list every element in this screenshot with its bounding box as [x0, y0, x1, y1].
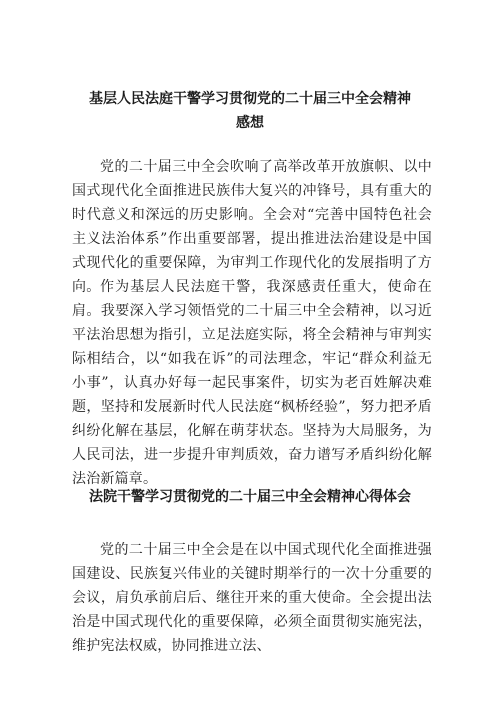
- body-paragraph-3: 党的二十届三中全会是在以中国式现代化全面推进强国建设、民族复兴伟业的关键时期举行的一次十分重要的会议，肩负承前启后、继往开来的重大使命。全会提出法治是中国式现代化的重要保障，必须全面贯彻实施宪法，维护宪法权威，协同推进立法、: [72, 542, 432, 654]
- body-paragraph-1: 党的二十届三中全会吹响了高举改革开放旗帜、以中国式现代化全面推进民族伟大复兴的冲锋号，具有重大的时代意义和深远的历史影响。全会对“完善中国特色社会主义法治体系”作出重要部署，提出推进法治建设是中国式现代化的重要保障，为审判工作现代化的发展指明了方向。: [72, 159, 432, 295]
- section-title: 法院干警学习贯彻党的二十届三中全会精神心得体会: [89, 489, 411, 505]
- body-paragraph-2: 作为基层人民法庭干警，我深感责任重大，使命在肩。我要深入学习领悟党的二十届三中全会精神，以习近平法治思想为指引，立足法庭实际，将全会精神与审判实际相结合，以“如我在诉”的司法理念，牢记“群众利益无小事”，认真办好每一起民事案件，切实为老百姓解决难题，坚持和发展新时代人民法庭“枫桥经验”，努力把矛盾纠纷化解在基层，化解在萌芽状态。坚持为大局服务，为人民司法，进一步提升审判质效，奋力谱写矛盾纠纷化解法治新篇章。: [72, 279, 432, 487]
- document-title-continued: 感想: [236, 115, 264, 131]
- document-title: 基层人民法庭干警学习贯彻党的二十届三中全会精神: [89, 91, 411, 107]
